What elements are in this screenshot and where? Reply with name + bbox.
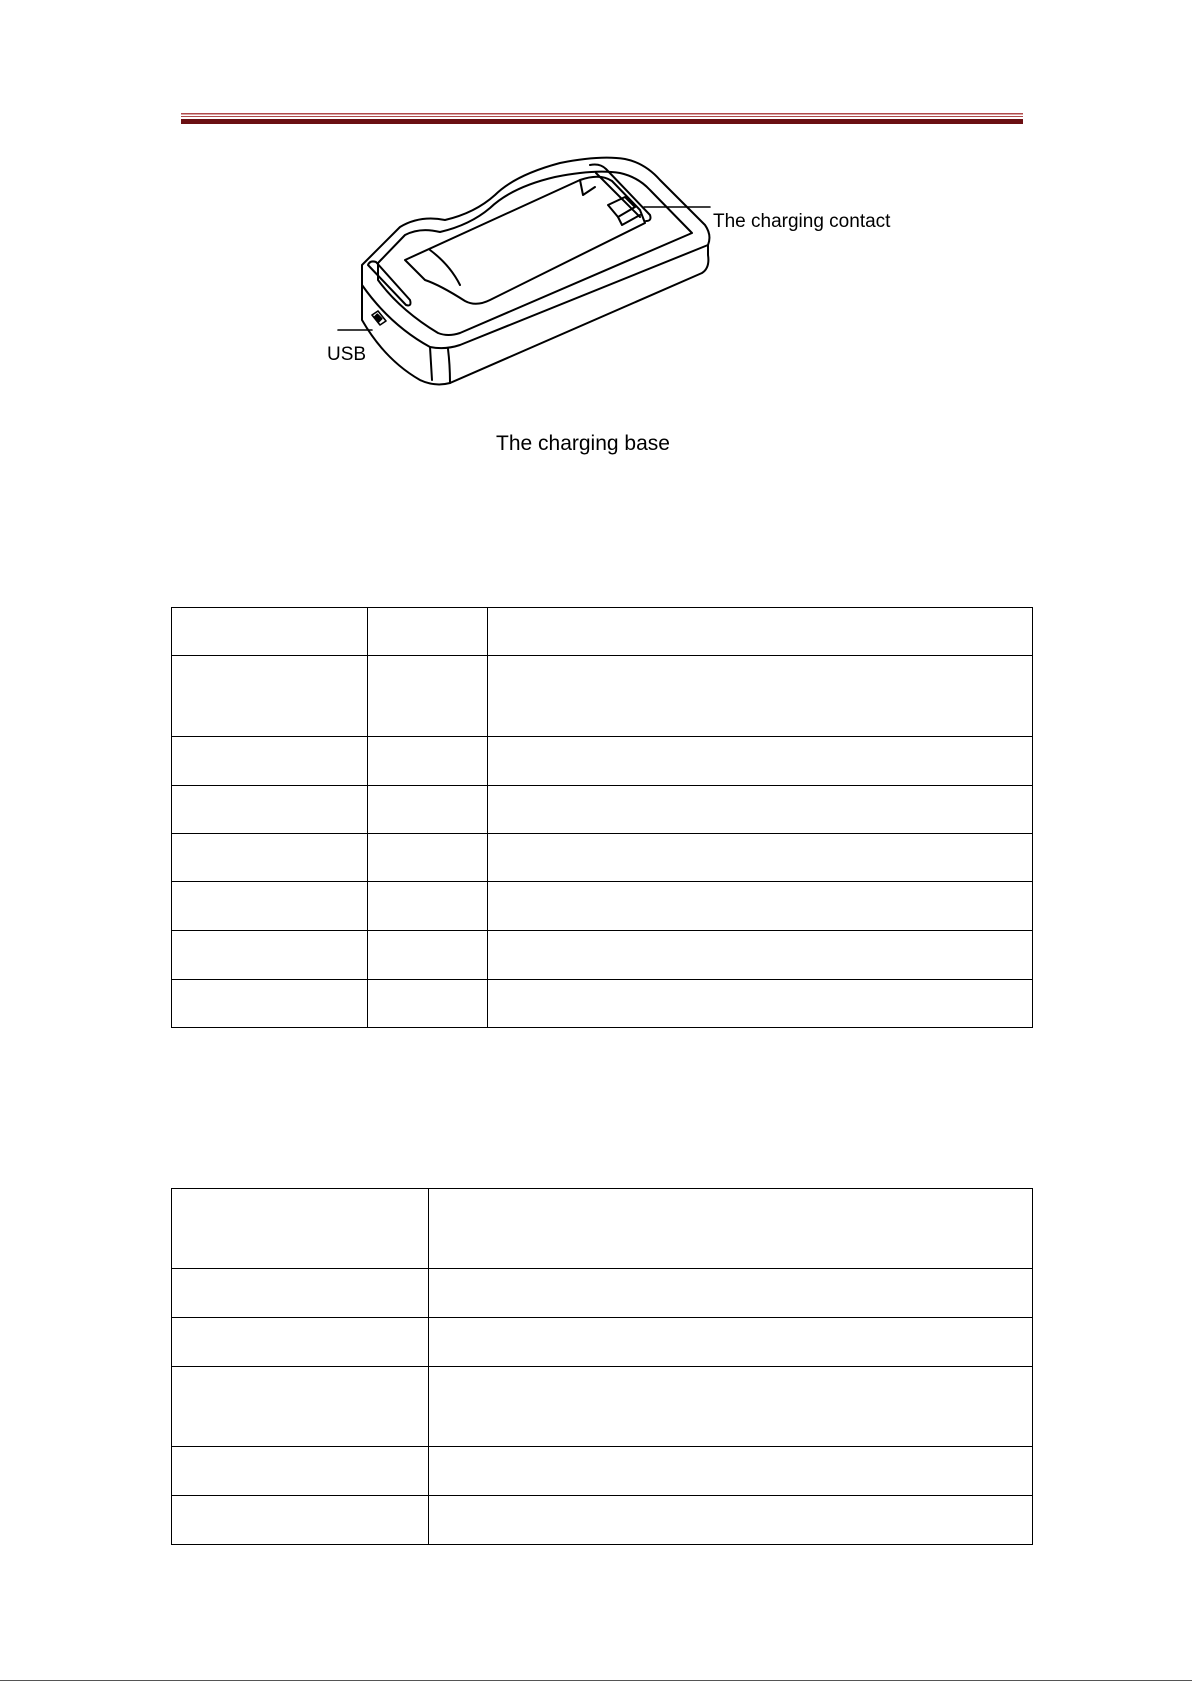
table-row: [172, 882, 1033, 931]
table-cell: [429, 1447, 1033, 1496]
table-cell: [368, 834, 488, 882]
table-cell: [488, 737, 1033, 786]
table-cell: [172, 1269, 429, 1318]
table-cell: [172, 737, 368, 786]
table-row: [172, 737, 1033, 786]
table-row: [172, 1189, 1033, 1269]
table-row: [172, 1318, 1033, 1367]
table-row: [172, 1269, 1033, 1318]
table-cell: [429, 1496, 1033, 1545]
spec-table-2: [171, 1188, 1033, 1545]
table-cell: [368, 931, 488, 980]
table-cell: [172, 1496, 429, 1545]
table-cell: [172, 1367, 429, 1447]
table-cell: [429, 1367, 1033, 1447]
table-cell: [172, 608, 368, 656]
table-row: [172, 1447, 1033, 1496]
table-cell: [488, 980, 1033, 1028]
table-row: [172, 786, 1033, 834]
table-row: [172, 608, 1033, 656]
table-cell: [172, 1189, 429, 1269]
table-cell: [368, 656, 488, 737]
table-cell: [488, 931, 1033, 980]
table-cell: [488, 786, 1033, 834]
table-cell: [429, 1269, 1033, 1318]
table-cell: [172, 980, 368, 1028]
table-cell: [488, 656, 1033, 737]
table-cell: [172, 1318, 429, 1367]
charging-contact-label: The charging contact: [713, 211, 891, 232]
table-cell: [172, 786, 368, 834]
table-cell: [488, 834, 1033, 882]
charging-base-illustration: [300, 135, 920, 455]
table-cell: [368, 980, 488, 1028]
figure-caption: The charging base: [496, 432, 670, 455]
table-cell: [488, 882, 1033, 931]
table-cell: [368, 608, 488, 656]
footer-rule: [0, 1680, 1192, 1681]
table-row: [172, 656, 1033, 737]
table-cell: [368, 882, 488, 931]
table-cell: [172, 882, 368, 931]
table-row: [172, 931, 1033, 980]
table-cell: [172, 834, 368, 882]
table-row: [172, 1496, 1033, 1545]
table-row: [172, 834, 1033, 882]
table-row: [172, 1367, 1033, 1447]
table-cell: [172, 656, 368, 737]
table-cell: [172, 1447, 429, 1496]
header-rule: [181, 113, 1023, 125]
table-cell: [368, 737, 488, 786]
table-cell: [172, 931, 368, 980]
table-row: [172, 980, 1033, 1028]
usb-label: USB: [327, 344, 367, 365]
table-cell: [488, 608, 1033, 656]
table-cell: [429, 1318, 1033, 1367]
table-cell: [429, 1189, 1033, 1269]
table-cell: [368, 786, 488, 834]
spec-table-1: [171, 607, 1033, 1028]
